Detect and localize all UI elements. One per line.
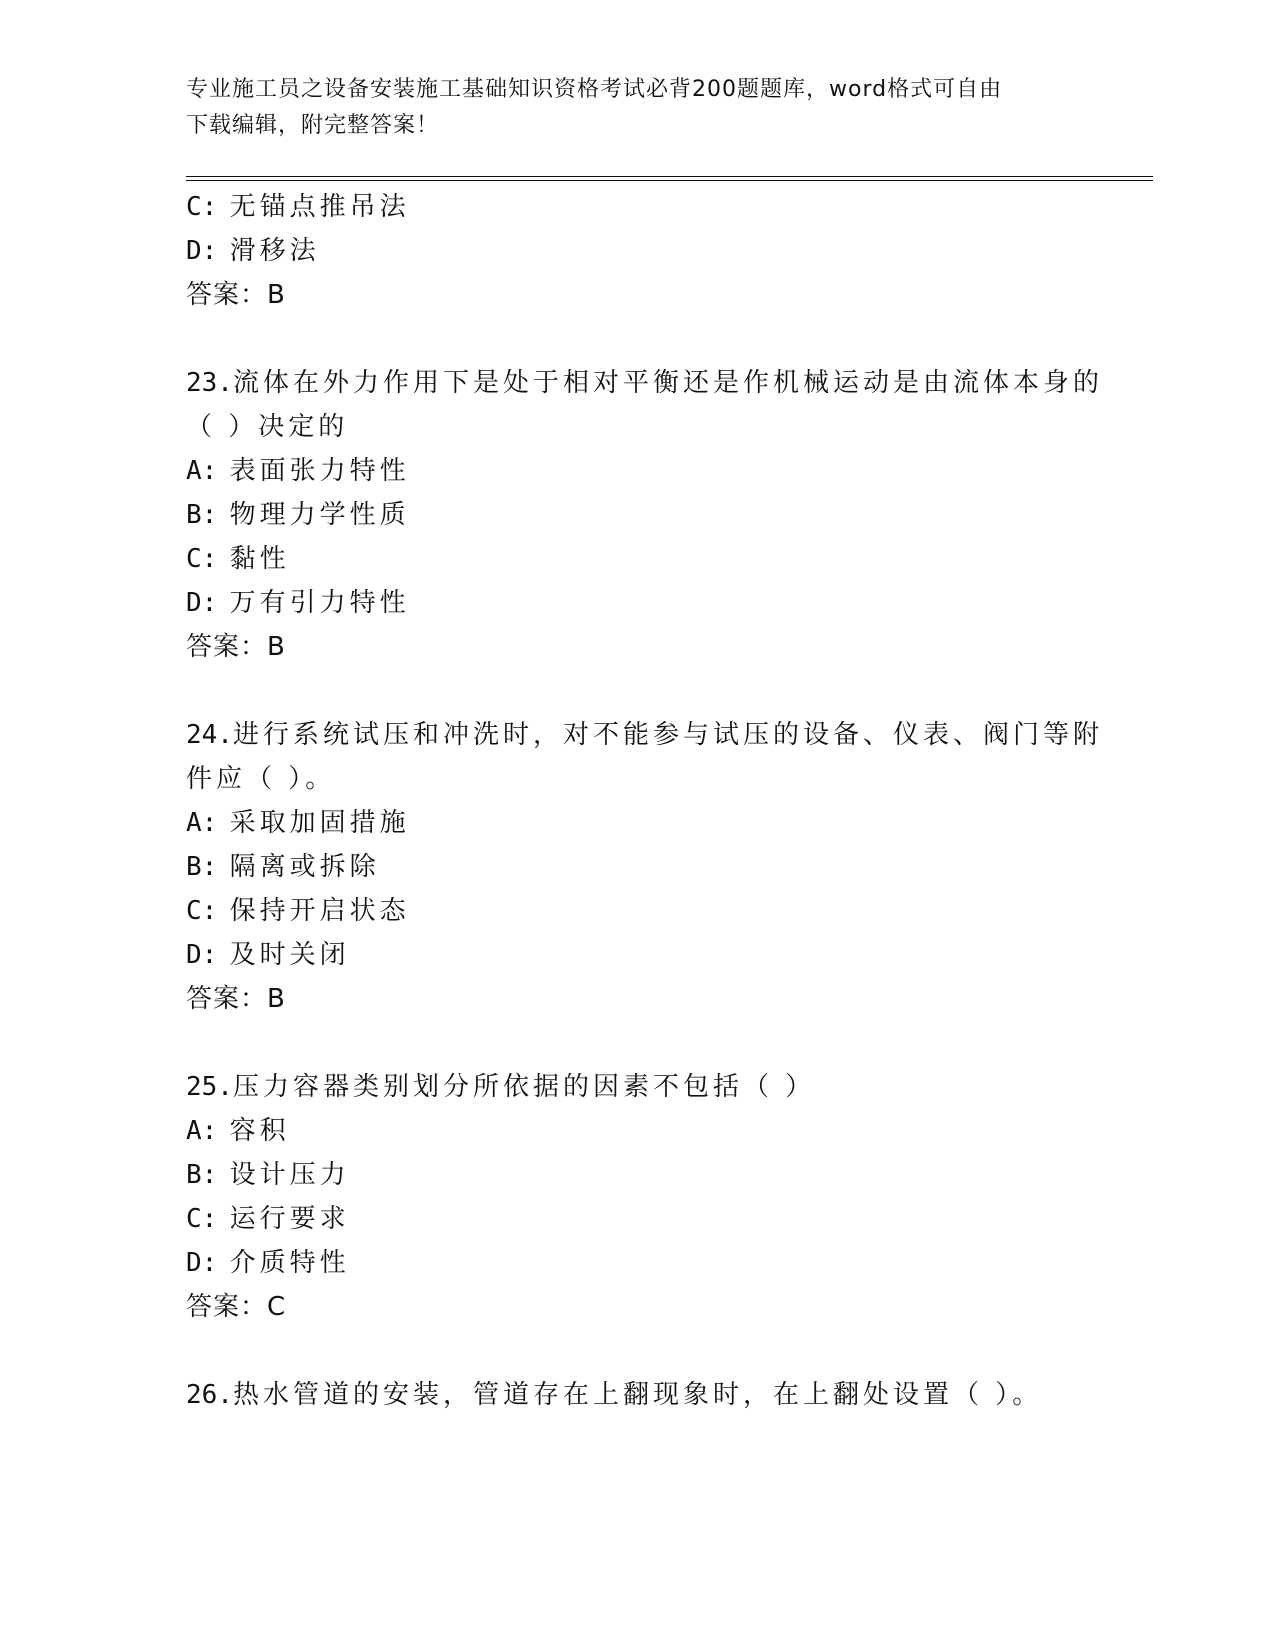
question-25-option-a <box>186 1110 290 1147</box>
question-25-answer: 答案：C <box>186 1292 287 1322</box>
option-letter: D: <box>186 1248 218 1278</box>
question-23-option-d <box>186 582 410 619</box>
option-letter: D: <box>186 236 218 266</box>
question-24-option-b <box>186 846 380 883</box>
option-letter: D: <box>186 940 218 970</box>
option-letter: A: <box>186 1116 218 1146</box>
question-number: 24. <box>186 720 233 750</box>
question-24-option-d <box>186 934 350 971</box>
option-d-prev <box>186 230 320 267</box>
option-text: 无锚点推吊法 <box>229 192 410 222</box>
option-text: 滑移法 <box>229 236 320 266</box>
option-c-prev <box>186 186 410 223</box>
option-text: 万有引力特性 <box>229 588 410 618</box>
question-26-text-line-1 <box>186 1374 1042 1411</box>
question-24-answer: 答案：B <box>186 984 286 1014</box>
question-text: 压力容器类别划分所依据的因素不包括（ ） <box>232 1072 816 1102</box>
question-24-text-line-1 <box>186 714 1103 751</box>
question-24-text-line-2: 件应（ ）。 <box>186 764 336 794</box>
header-divider <box>186 176 1153 181</box>
document-header <box>186 72 1066 144</box>
question-text: 进行系统试压和冲洗时，对不能参与试压的设备、仪表、阀门等附 <box>232 720 1103 750</box>
question-23-text-line-2: （ ）决定的 <box>186 412 349 442</box>
option-text: 隔离或拆除 <box>229 852 380 882</box>
option-letter: C: <box>186 1204 218 1234</box>
option-letter: A: <box>186 456 218 486</box>
option-text: 容积 <box>229 1116 290 1146</box>
option-letter: C: <box>186 544 218 574</box>
option-text: 运行要求 <box>229 1204 350 1234</box>
question-text: 热水管道的安装，管道存在上翻现象时，在上翻处设置（ ）。 <box>232 1380 1043 1410</box>
question-25-option-b <box>186 1154 350 1191</box>
option-text: 黏性 <box>229 544 290 574</box>
option-letter: C: <box>186 192 218 222</box>
option-text: 介质特性 <box>229 1248 350 1278</box>
question-25-option-c <box>186 1198 350 1235</box>
question-number: 23. <box>186 368 233 398</box>
option-letter: D: <box>186 588 218 618</box>
option-text: 采取加固措施 <box>229 808 410 838</box>
answer-prev: 答案：B <box>186 280 286 310</box>
question-23-option-a <box>186 450 410 487</box>
question-24-option-c <box>186 890 410 927</box>
option-text: 表面张力特性 <box>229 456 410 486</box>
question-23-option-b <box>186 494 410 531</box>
option-text: 保持开启状态 <box>229 896 410 926</box>
option-letter: C: <box>186 896 218 926</box>
option-letter: B: <box>186 500 218 530</box>
option-text: 物理力学性质 <box>229 500 410 530</box>
option-letter: B: <box>186 1160 218 1190</box>
question-number: 25. <box>186 1072 233 1102</box>
question-23-option-c <box>186 538 290 575</box>
option-text: 及时关闭 <box>229 940 350 970</box>
question-number: 26. <box>186 1380 233 1410</box>
header-title-line-2: 下载编辑，附完整答案！ <box>186 113 440 138</box>
option-letter: B: <box>186 852 218 882</box>
question-24-option-a <box>186 802 410 839</box>
option-letter: A: <box>186 808 218 838</box>
question-23-text-line-1 <box>186 362 1103 399</box>
header-title-line-1: 专业施工员之设备安装施工基础知识资格考试必背200题题库，word格式可自由 <box>186 77 1003 102</box>
question-25-text-line-1 <box>186 1066 815 1103</box>
option-text: 设计压力 <box>229 1160 350 1190</box>
question-23-answer: 答案：B <box>186 632 286 662</box>
question-text: 流体在外力作用下是处于相对平衡还是作机械运动是由流体本身的 <box>232 368 1103 398</box>
question-25-option-d <box>186 1242 350 1279</box>
